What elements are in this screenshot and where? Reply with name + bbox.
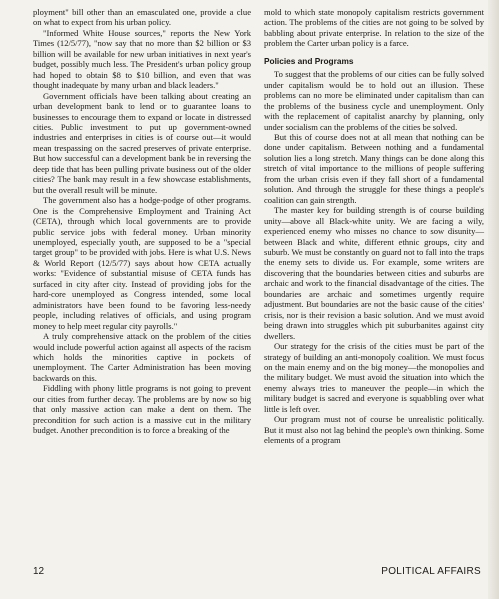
- paragraph: ployment" bill other than an emasculated one, provide a clue on what to expect from his urban policy.: [33, 7, 251, 28]
- paragraph: Government officials have been talking about creating an urban development bank to lend or to guarantee loans to businesses to encourage them to expand or locate in distressed cities. Public investment to put up government-owned industries and enterprises in cities is of course out—it would mean trespassing on the sacred preserves of private enterprise. But how successful can a development bank be in reversing the deep tide that has been pulling private business out of the older cities? The bank may result in a few showcase establishments, but the overall result will be minute.: [33, 90, 251, 195]
- page-number: 12: [33, 566, 45, 577]
- left-column: [33, 7, 251, 436]
- paragraph: Fiddling with phony little programs is not going to prevent our cities from further decay. The problems are by now so big that only massive action can make a dent on them. The precondition for such action is a massive cut in the military budget. Another precondition is to force a breaking of the: [33, 383, 251, 436]
- paragraph: The government also has a hodge-podge of other programs. One is the Comprehensive Employment and Training Act (CETA), through which local governments are to provide public service jobs with federal money. Urban minority unemployed, especially youth, are supposed to be a "special target group" to be provided with jobs. Here is what U.S. News & World Report (12/5/77) says about how CETA actually works: "Evidence of substantial misuse of CETA funds has surfaced in city after city. Instead of providing jobs for the hard-core unemployed as Congress intended, some local administrators have been found to be favoring less-needy people, including relatives of officials, and using program money to help meet regular city payrolls.": [33, 195, 251, 331]
- paragraph: mold to which state monopoly capitalism restricts government action. The problems of the cities are not going to be solved by babbling about private enterprise. In relation to the size of the problem the Carter urban policy is a farce.: [264, 7, 484, 49]
- right-column: [264, 7, 484, 446]
- publication-name: POLITICAL AFFAIRS: [381, 566, 481, 577]
- paragraph: Our program must not of course be unrealistic politically. But it must also not lag behind the people's own thinking. Some elements of a program: [264, 414, 484, 446]
- paragraph: "Informed White House sources," reports the New York Times (12/5/77), "now say that no more than $2 billion or $3 billion will be available for new urban initiatives in next year's budget, possibly much less. The President's urban policy group had hoped to obtain $8 to $10 billion, and even that was thought inadequate by many urban and black leaders.": [33, 27, 251, 91]
- page-edge-shadow: [488, 0, 499, 599]
- paragraph: The master key for building strength is of course building unity—above all Black-white unity. We are facing a wily, experienced enemy who misses no chance to sow disunity—between Black and white, different ethnic groups, city and suburb. We must be constantly on guard not to fall into the traps the enemy sets to divide us. For example, some writers are discovering that the boundaries between cities and suburbs are archaic and work to the financial disadvantage of the cities. The boundaries are archaic and sometimes urgently require adjustment. But boundaries are not the basic cause of the cities' crisis, nor is their revision a basic solution. And we must avoid being drawn into struggles which pit suburbanites against city dwellers.: [264, 205, 484, 341]
- paragraph: Our strategy for the crisis of the cities must be part of the strategy of building an anti-monopoly coalition. We must focus on the main enemy and on the big money—the monopolies and the military budget. We must avoid the situation into which the enemy always tries to maneuver the people—in which the military budget is sacred and everyone is squabbling over what little is left over.: [264, 341, 484, 414]
- paragraph: But this of course does not at all mean that nothing can be done under capitalism. Between nothing and a fundamental solution lies a long stretch. Many things can be done along this stretch of vital importance to the millions of people suffering from the urban crisis even if they fall short of a fundamental solution. And through the struggle for these things a people's coalition can gain strength.: [264, 131, 484, 205]
- paragraph: A truly comprehensive attack on the problem of the cities would include powerful action against all aspects of the racism which holds the minorities captive in pockets of unemployment. The Carter Administration has been moving backwards on this.: [33, 331, 251, 383]
- page-footer: [33, 566, 481, 580]
- section-heading: Policies and Programs: [264, 55, 354, 66]
- paragraph: To suggest that the problems of our cities can be fully solved under capitalism would be to hold out an illusion. These problems can no more be eliminated under capitalism than can the problems of the business cycle and unemployment. Only with the replacement of capitalist anarchy by planning, only under socialism can the problems of the cities be solved.: [264, 69, 484, 132]
